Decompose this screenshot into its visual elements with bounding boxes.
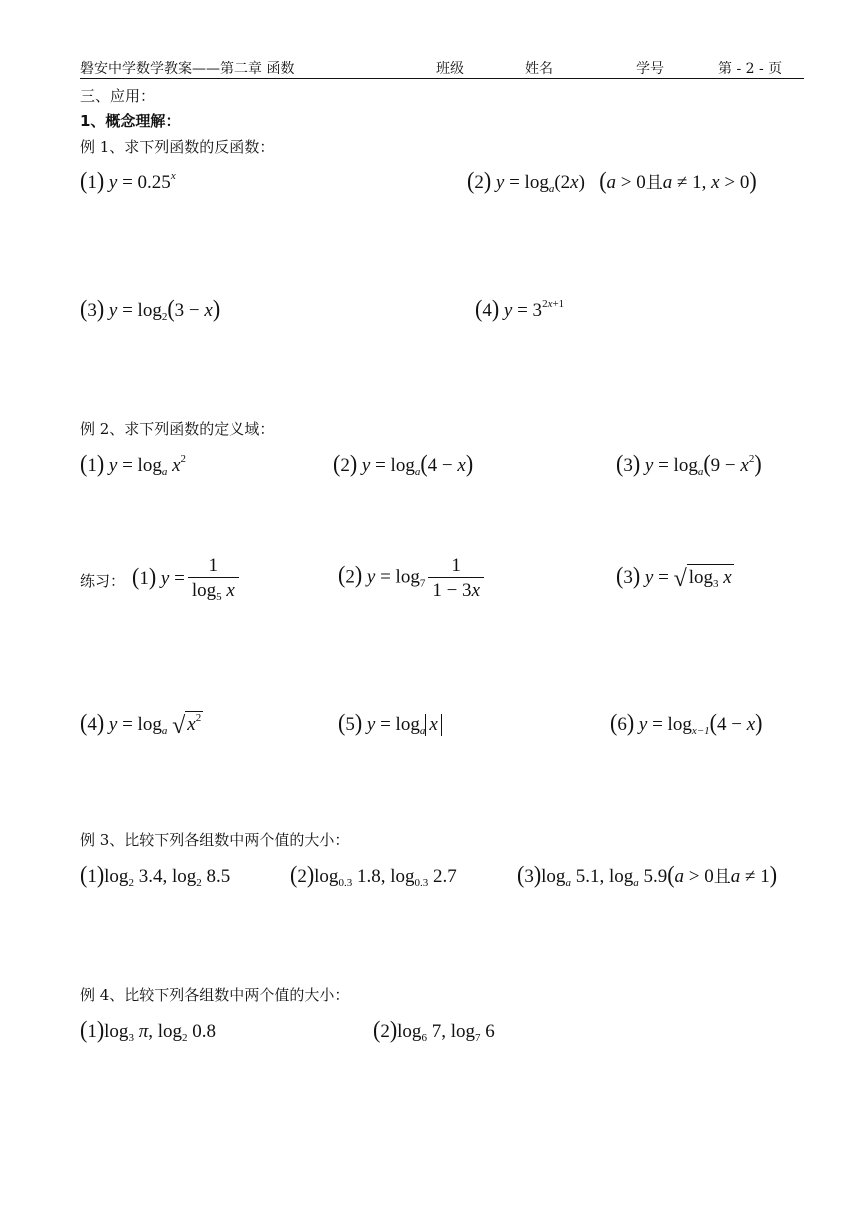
and-char: 且	[645, 173, 663, 193]
ex1-item-4: (4) $y = 3^{2x+1}$	[475, 294, 565, 322]
practice-label: 练习：	[80, 572, 126, 590]
and-char: 且	[713, 867, 731, 887]
ex2-item-3: (3) $y = \log_a(9 - x^2)$	[616, 449, 762, 478]
ex3-item-3: $(3)\log_a$ 5.1, $\log_a 5.9(a > 0$且a ≠ 1)	[517, 860, 778, 889]
name-label: 姓名	[525, 61, 553, 77]
class-label: 班级	[436, 61, 464, 77]
ex1-item-1: (1) $y = 0.25^x$	[80, 166, 176, 194]
ex3-item-1: $(1)\log_2$ 3.4, $\log_2 8.5$	[80, 860, 231, 889]
example-1-label: 例 1、求下列函数的反函数：	[80, 138, 275, 156]
ex3-item-2: $(2)\log_{0.3}$ 1.8, $\log_{0.3} 2.7$	[290, 860, 457, 889]
example-2-label: 例 2、求下列函数的定义域：	[80, 420, 275, 438]
practice-item-5: (5) $y = \log_a x$	[338, 712, 442, 737]
page-number: 第 - 2 - 页	[718, 61, 783, 77]
ex4-item-2: $(2)\log_6$ 7, $\log_7 6$	[373, 1015, 495, 1044]
practice-item-3: (3) y = √ $\log_3 x$	[616, 561, 732, 592]
ex2-item-1: (1) $y = \log_a x^2$	[80, 449, 187, 478]
header-rule	[80, 78, 804, 79]
ex2-item-2: (2) $y = \log_a(4 - x)$	[333, 449, 474, 478]
practice-item-6: (6) $y = \log_{x-1}(4 - x)$	[610, 708, 763, 737]
ex1-item-2: (2) $y = \log_a(2x) (a > 0$且a ≠ 1, x > 0)	[467, 166, 757, 195]
practice-item-1: (1) y = $\frac{1}{\log_5 x}$	[132, 556, 242, 603]
student-id-label: 学号	[636, 61, 664, 77]
example-4-label: 例 4、比较下列各组数中两个值的大小：	[80, 986, 350, 1004]
example-3-label: 例 3、比较下列各组数中两个值的大小：	[80, 831, 350, 849]
ex1-item-3: (3) $y = \log_2(3 - x)$	[80, 294, 221, 323]
practice-item-2: (2) $y = \log_7$ $\frac{1}{1 - 3x}$	[338, 556, 487, 600]
subsection-heading: 1、概念理解：	[80, 112, 181, 130]
practice-item-4: (4) $y = \log_a$ √ $x^2$	[80, 708, 202, 739]
ex4-item-1: $(1)\log_3$ π, $\log_2 0.8$	[80, 1015, 216, 1044]
document-title: 磐安中学数学教案——第二章 函数	[80, 61, 295, 77]
section-heading: 三、应用：	[80, 87, 156, 105]
